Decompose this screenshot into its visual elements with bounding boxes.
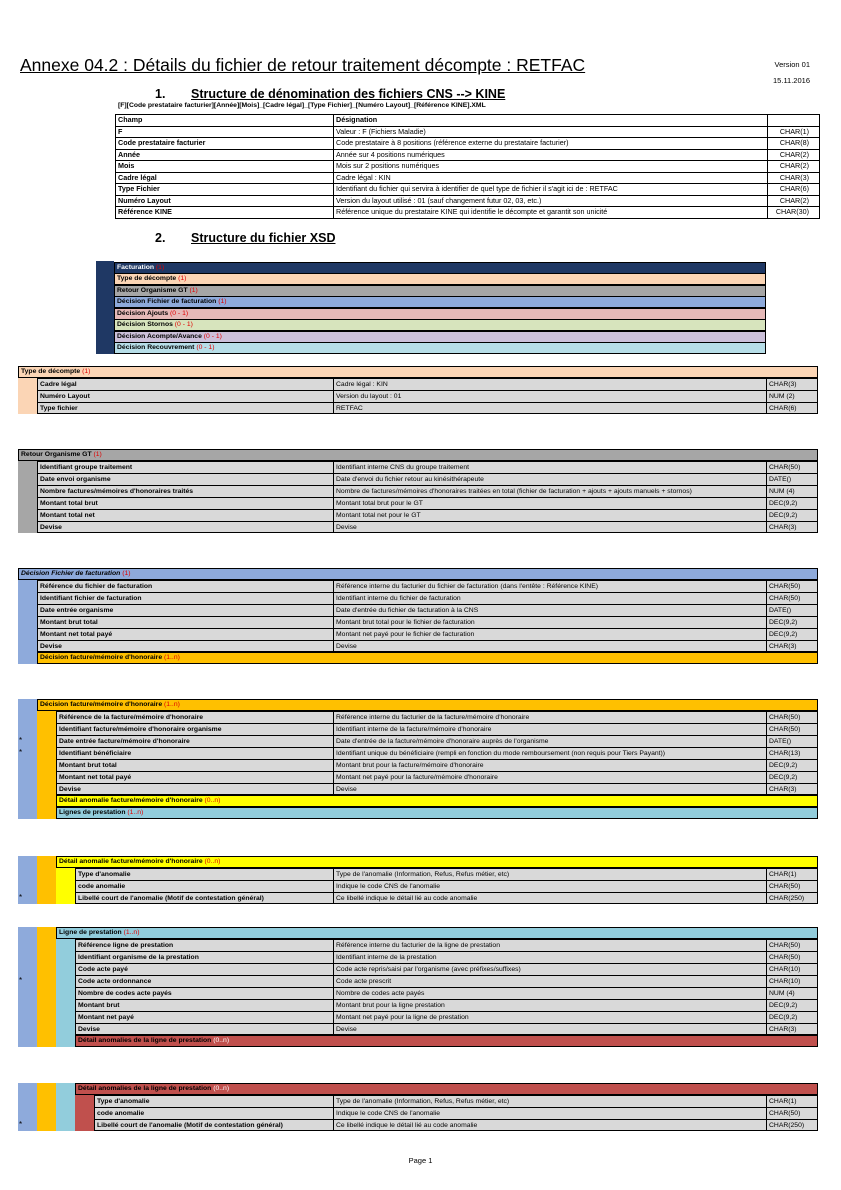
detail_anomalie_facture-field: code anomalie	[76, 881, 334, 892]
retour_gt-row	[38, 497, 817, 509]
naming-row	[116, 184, 820, 196]
overview-cardinality: (1)	[155, 264, 165, 271]
detail_anomalie_facture-header	[56, 856, 818, 868]
naming-field: Type Fichier	[116, 184, 334, 196]
decision_fichier-header	[18, 568, 818, 580]
decision_facture-row	[57, 783, 817, 795]
decision_facture-row	[57, 711, 817, 723]
decision_fichier-type: DATE()	[769, 606, 792, 614]
overview-cardinality: (1)	[218, 298, 227, 305]
detail_anomalie_facture-stripe	[37, 856, 56, 904]
ligne_prestation-row	[76, 963, 817, 975]
ligne_prestation-type: NUM (4)	[769, 989, 795, 997]
type_decompte-row	[38, 378, 817, 390]
ligne_prestation-field: Nombre de codes acte payés	[76, 988, 334, 999]
retour_gt-cardinality: (1)	[93, 451, 102, 458]
overview-label: Décision Recouvrement	[117, 344, 195, 351]
overview-row	[114, 342, 766, 354]
naming-type: CHAR(3)	[768, 172, 820, 184]
type_decompte-grid	[37, 378, 818, 414]
retour_gt-title: Retour Organisme GT	[21, 451, 92, 458]
decision_facture-field: Montant net total payé	[57, 772, 334, 783]
decision_facture-cardinality: (1..n)	[164, 701, 180, 708]
decision_fichier-field: Date entrée organisme	[38, 605, 334, 616]
overview-cardinality: (0 - 1)	[203, 333, 222, 340]
ligne_prestation-type: CHAR(10)	[769, 965, 801, 973]
ligne_prestation-type: CHAR(10)	[769, 977, 801, 985]
decision_facture-row	[57, 771, 817, 783]
decision_fichier-type: CHAR(50)	[769, 594, 801, 602]
ligne_prestation-description: Code acte prescrit	[334, 976, 767, 987]
decision_facture-child-title: Détail anomalie facture/mémoire d'honoraire	[59, 796, 203, 804]
decision_facture-grid	[56, 711, 818, 795]
naming-type: CHAR(2)	[768, 195, 820, 207]
decision_facture-field: Identifiant bénéficiaire	[57, 748, 334, 759]
ligne_prestation-field: Référence ligne de prestation	[76, 940, 334, 951]
retour_gt-description: Nombre de factures/mémoires d'honoraires traitées en total (fichier de facturation + ajouts + ajouts manuels + stornos)	[334, 486, 767, 497]
ligne_prestation-type: CHAR(50)	[769, 953, 801, 961]
overview-row	[114, 296, 766, 308]
decision_facture-type: CHAR(50)	[769, 713, 801, 721]
detail_anomalie_ligne-type: CHAR(250)	[769, 1121, 805, 1129]
section-2-number: 2.	[155, 231, 166, 245]
required-marker: *	[19, 1119, 23, 1129]
decision_facture-field: Date entrée facture/mémoire d'honoraire	[57, 736, 334, 747]
retour_gt-description: Montant total net pour le GT	[334, 510, 767, 521]
header-champ: Champ	[116, 115, 334, 127]
ligne_prestation-type: DEC(9,2)	[769, 1013, 798, 1021]
page-number: Page 1	[408, 1156, 433, 1165]
overview-label: Décision Stornos	[117, 321, 173, 328]
decision_facture-type: CHAR(3)	[769, 785, 797, 793]
type_decompte-description: Cadre légal : KIN	[334, 379, 767, 390]
ligne_prestation-field: Identifiant organisme de la prestation	[76, 952, 334, 963]
retour_gt-stripe	[18, 461, 37, 533]
naming-field: Code prestataire facturier	[116, 138, 334, 150]
naming-description: Identifiant du fichier qui servira à identifier de quel type de fichier il s'agit ici de : RETFAC	[334, 184, 768, 196]
detail_anomalie_ligne-description: Type de l'anomalie (Information, Refus, Refus métier, etc)	[334, 1096, 767, 1107]
retour_gt-description: Date d'envoi du fichier retour au kinésithérapeute	[334, 474, 767, 485]
overview-label: Facturation	[117, 264, 155, 271]
ligne_prestation-child-title: Détail anomalies de la ligne de prestation	[78, 1036, 212, 1044]
detail_anomalie_facture-type: CHAR(1)	[769, 870, 797, 878]
type_decompte-title: Type de décompte	[21, 368, 81, 375]
detail_anomalie_facture-row	[76, 868, 817, 880]
ligne_prestation-title: Ligne de prestation	[59, 929, 122, 936]
naming-type: CHAR(8)	[768, 138, 820, 150]
ligne_prestation-description: Nombre de codes acte payés	[334, 988, 767, 999]
decision_fichier-row	[38, 604, 817, 616]
decision_fichier-row	[38, 628, 817, 640]
type_decompte-type: CHAR(6)	[769, 404, 797, 412]
detail_anomalie_ligne-stripe	[75, 1095, 94, 1131]
ligne_prestation-description: Montant net payé pour la ligne de prestation	[334, 1012, 767, 1023]
overview-cardinality: (0 - 1)	[170, 310, 189, 317]
ligne_prestation-row	[76, 999, 817, 1011]
retour_gt-field: Nombre factures/mémoires d'honoraires traités	[38, 486, 334, 497]
overview-label: Type de décompte	[117, 275, 177, 282]
decision_facture-row	[57, 723, 817, 735]
naming-row	[116, 172, 820, 184]
retour_gt-field: Date envoi organisme	[38, 474, 334, 485]
decision_fichier-description: Référence interne du facturier du fichier de facturation (dans l'entête : Référence KINE)	[334, 581, 767, 592]
detail_anomalie_ligne-type: CHAR(1)	[769, 1097, 797, 1105]
decision_fichier-row	[38, 580, 817, 592]
ligne_prestation-field: Code acte ordonnance	[76, 976, 334, 987]
ligne_prestation-child-row	[75, 1035, 818, 1047]
decision_facture-field: Devise	[57, 784, 334, 795]
overview-row	[114, 273, 766, 285]
decision_fichier-description: Devise	[334, 641, 767, 652]
detail_anomalie_ligne-row	[95, 1095, 817, 1107]
decision_fichier-cardinality: (1)	[122, 570, 131, 577]
decision_facture-description: Référence interne du facturier de la facture/mémoire d'honoraire	[334, 712, 767, 723]
detail_anomalie_ligne-grid	[94, 1095, 818, 1131]
decision_facture-field: Montant brut total	[57, 760, 334, 771]
naming-table-header	[116, 115, 820, 127]
retour_gt-row	[38, 485, 817, 497]
overview-row	[114, 262, 766, 274]
decision_facture-child-row	[56, 795, 818, 807]
filename-pattern: [F][Code prestataire facturier][Année][Mois]_[Cadre légal]_[Type Fichier]_[Numéro Layout]_[Référence KINE].XML	[118, 102, 486, 109]
detail_anomalie_facture-type: CHAR(250)	[769, 894, 805, 902]
ligne_prestation-grid	[75, 939, 818, 1035]
ligne_prestation-row	[76, 1023, 817, 1035]
detail_anomalie_facture-description: Indique le code CNS de l'anomalie	[334, 881, 767, 892]
decision_facture-row	[57, 747, 817, 759]
overview-row	[114, 308, 766, 320]
ligne_prestation-stripe	[37, 927, 56, 1047]
naming-field: Référence KINE	[116, 207, 334, 219]
decision_fichier-description: Montant brut total pour le fichier de facturation	[334, 617, 767, 628]
ligne_prestation-row	[76, 939, 817, 951]
detail_anomalie_ligne-field: Libellé court de l'anomalie (Motif de contestation général)	[95, 1120, 334, 1131]
detail_anomalie_facture-row	[76, 892, 817, 904]
overview-label: Décision Ajouts	[117, 310, 169, 317]
type_decompte-field: Type fichier	[38, 403, 334, 414]
retour_gt-description: Devise	[334, 522, 767, 533]
decision_facture-child-title: Lignes de prestation	[59, 808, 126, 816]
retour_gt-grid	[37, 461, 818, 533]
detail_anomalie_ligne-stripe	[37, 1083, 56, 1131]
naming-description: Mois sur 2 positions numériques	[334, 161, 768, 173]
detail_anomalie_facture-description: Type de l'anomalie (Information, Refus, Refus métier, etc)	[334, 869, 767, 880]
version-date: 15.11.2016	[773, 76, 810, 85]
naming-field: F	[116, 126, 334, 138]
decision_fichier-stripe	[18, 580, 37, 664]
overview-row	[114, 331, 766, 343]
detail_anomalie_ligne-title: Détail anomalies de la ligne de prestation	[78, 1085, 212, 1092]
naming-row	[116, 161, 820, 173]
detail_anomalie_ligne-description: Indique le code CNS de l'anomalie	[334, 1108, 767, 1119]
retour_gt-header	[18, 449, 818, 461]
type_decompte-description: RETFAC	[334, 403, 767, 414]
type_decompte-row	[38, 390, 817, 402]
decision_facture-type: DEC(9,2)	[769, 761, 798, 769]
decision_facture-child-cardinality: (1..n)	[127, 808, 144, 816]
detail_anomalie_facture-field: Libellé court de l'anomalie (Motif de contestation général)	[76, 893, 334, 904]
ligne_prestation-stripe	[56, 939, 75, 1047]
detail_anomalie_ligne-cardinality: (0..n)	[213, 1085, 230, 1092]
overview-row	[114, 285, 766, 297]
naming-field: Année	[116, 149, 334, 161]
ligne_prestation-row	[76, 951, 817, 963]
overview-label: Décision Fichier de facturation	[117, 298, 217, 305]
decision_fichier-field: Devise	[38, 641, 334, 652]
detail_anomalie_ligne-description: Ce libellé indique le détail lié au code anomalie	[334, 1120, 767, 1131]
retour_gt-type: NUM (4)	[769, 487, 795, 495]
decision_facture-stripe	[18, 699, 37, 819]
ligne_prestation-description: Montant brut pour la ligne prestation	[334, 1000, 767, 1011]
decision_facture-description: Montant brut pour la facture/mémoire d'honoraire	[334, 760, 767, 771]
decision_facture-description: Montant net payé pour la facture/mémoire d'honoraire	[334, 772, 767, 783]
naming-type: CHAR(2)	[768, 161, 820, 173]
naming-type: CHAR(2)	[768, 149, 820, 161]
naming-field: Cadre légal	[116, 172, 334, 184]
overview-cardinality: (1)	[178, 275, 187, 282]
naming-row	[116, 195, 820, 207]
naming-type: CHAR(1)	[768, 126, 820, 138]
naming-description: Version du layout utilisé : 01 (sauf changement futur 02, 03, etc.)	[334, 195, 768, 207]
decision_fichier-description: Identifiant interne du fichier de facturation	[334, 593, 767, 604]
decision_facture-stripe	[37, 711, 56, 819]
retour_gt-type: DEC(9,2)	[769, 499, 798, 507]
naming-row	[116, 207, 820, 219]
ligne_prestation-field: Devise	[76, 1024, 334, 1035]
naming-row	[116, 126, 820, 138]
ligne_prestation-description: Référence interne du facturier de la ligne de prestation	[334, 940, 767, 951]
decision_fichier-field: Montant net total payé	[38, 629, 334, 640]
naming-type: CHAR(6)	[768, 184, 820, 196]
retour_gt-row	[38, 521, 817, 533]
section-2-title: Structure du fichier XSD	[191, 231, 336, 245]
detail_anomalie_ligne-stripe	[56, 1083, 75, 1131]
decision_facture-field: Identifiant facture/mémoire d'honoraire organisme	[57, 724, 334, 735]
decision_fichier-description: Montant net payé pour le fichier de facturation	[334, 629, 767, 640]
retour_gt-type: DATE()	[769, 475, 792, 483]
decision_facture-type: CHAR(13)	[769, 749, 801, 757]
naming-description: Année sur 4 positions numériques	[334, 149, 768, 161]
type_decompte-cardinality: (1)	[82, 368, 91, 375]
section-1-heading	[155, 87, 505, 101]
retour_gt-row	[38, 461, 817, 473]
decision_fichier-type: CHAR(50)	[769, 582, 801, 590]
decision_facture-description: Identifiant unique du bénéficiaire (rempli en fonction du mode remboursement (non requis pour Tiers Payant))	[334, 748, 767, 759]
ligne_prestation-description: Code acte repris/saisi par l'organisme (avec préfixes/suffixes)	[334, 964, 767, 975]
ligne_prestation-type: CHAR(3)	[769, 1025, 797, 1033]
type_decompte-stripe	[18, 378, 37, 414]
retour_gt-row	[38, 473, 817, 485]
detail_anomalie_ligne-field: Type d'anomalie	[95, 1096, 334, 1107]
detail_anomalie_facture-title: Détail anomalie facture/mémoire d'honoraire	[59, 858, 203, 865]
type_decompte-field: Cadre légal	[38, 379, 334, 390]
overview-cardinality: (1)	[189, 287, 198, 294]
ligne_prestation-row	[76, 975, 817, 987]
ligne_prestation-field: Montant brut	[76, 1000, 334, 1011]
decision_facture-title: Décision facture/mémoire d'honoraire	[40, 701, 163, 708]
ligne_prestation-stripe	[18, 927, 37, 1047]
ligne_prestation-field: Montant net payé	[76, 1012, 334, 1023]
decision_fichier-title: Décision Fichier de facturation	[21, 570, 121, 577]
detail_anomalie_facture-row	[76, 880, 817, 892]
decision_fichier-field: Identifiant fichier de facturation	[38, 593, 334, 604]
required-marker: *	[19, 735, 23, 745]
detail_anomalie_facture-description: Ce libellé indique le détail lié au code anomalie	[334, 893, 767, 904]
decision_facture-type: DEC(9,2)	[769, 773, 798, 781]
type_decompte-field: Numéro Layout	[38, 391, 334, 402]
decision_fichier-type: DEC(9,2)	[769, 630, 798, 638]
detail_anomalie_facture-stripe	[56, 868, 75, 904]
retour_gt-type: CHAR(3)	[769, 523, 797, 531]
decision_facture-type: DATE()	[769, 737, 792, 745]
detail_anomalie_ligne-field: code anomalie	[95, 1108, 334, 1119]
type_decompte-description: Version du layout : 01	[334, 391, 767, 402]
ligne_prestation-cardinality: (1..n)	[123, 929, 140, 936]
decision_facture-description: Date d'entrée de la facture/mémoire d'honoraire auprès de l'organisme	[334, 736, 767, 747]
version-label: Version 01	[774, 60, 810, 69]
retour_gt-description: Identifiant interne CNS du groupe traitement	[334, 462, 767, 473]
overview-cardinality: (0 - 1)	[174, 321, 193, 328]
retour_gt-field: Devise	[38, 522, 334, 533]
ligne_prestation-child-cardinality: (0..n)	[213, 1036, 230, 1044]
ligne_prestation-row	[76, 1011, 817, 1023]
detail_anomalie_ligne-header	[75, 1083, 818, 1095]
decision_facture-type: CHAR(50)	[769, 725, 801, 733]
naming-description: Valeur : F (Fichiers Maladie)	[334, 126, 768, 138]
page-title: Annexe 04.2 : Détails du fichier de retour traitement décompte : RETFAC	[20, 55, 586, 75]
retour_gt-row	[38, 509, 817, 521]
decision_fichier-type: DEC(9,2)	[769, 618, 798, 626]
header-type	[768, 115, 820, 127]
section-1-title: Structure de dénomination des fichiers CNS --> KINE	[191, 87, 506, 101]
type_decompte-type: CHAR(3)	[769, 380, 797, 388]
naming-type: CHAR(30)	[768, 207, 820, 219]
type_decompte-row	[38, 402, 817, 414]
ligne_prestation-type: CHAR(50)	[769, 941, 801, 949]
decision_fichier-child-cardinality: (1..n)	[164, 653, 180, 661]
naming-field: Mois	[116, 161, 334, 173]
decision_fichier-type: CHAR(3)	[769, 642, 797, 650]
decision_facture-row	[57, 735, 817, 747]
retour_gt-type: DEC(9,2)	[769, 511, 798, 519]
ligne_prestation-row	[76, 987, 817, 999]
detail_anomalie_ligne-row	[95, 1119, 817, 1131]
overview-spine	[96, 261, 114, 354]
overview-label: Décision Acompte/Avance	[117, 333, 202, 340]
decision_fichier-field: Montant brut total	[38, 617, 334, 628]
decision_fichier-row	[38, 592, 817, 604]
type_decompte-type: NUM (2)	[769, 392, 795, 400]
required-marker: *	[19, 747, 23, 757]
naming-row	[116, 149, 820, 161]
decision_facture-field: Référence de la facture/mémoire d'honoraire	[57, 712, 334, 723]
overview-row	[114, 319, 766, 331]
decision_fichier-field: Référence du fichier de facturation	[38, 581, 334, 592]
header-designation: Désignation	[334, 115, 768, 127]
naming-description: Cadre légal : KIN	[334, 172, 768, 184]
decision_fichier-grid	[37, 580, 818, 652]
ligne_prestation-field: Code acte payé	[76, 964, 334, 975]
type_decompte-header	[18, 366, 818, 378]
decision_fichier-description: Date d'entrée du fichier de facturation à la CNS	[334, 605, 767, 616]
decision_facture-header	[37, 699, 818, 711]
section-2-heading	[155, 231, 335, 245]
decision_facture-child-row	[56, 807, 818, 819]
decision_fichier-row	[38, 616, 817, 628]
naming-table	[115, 114, 820, 219]
naming-field: Numéro Layout	[116, 195, 334, 207]
naming-description: Référence unique du prestataire KINE qui identifie le décompte et garantit son unicité	[334, 207, 768, 219]
retour_gt-field: Montant total net	[38, 510, 334, 521]
detail_anomalie_facture-field: Type d'anomalie	[76, 869, 334, 880]
retour_gt-field: Identifiant groupe traitement	[38, 462, 334, 473]
required-marker: *	[19, 892, 23, 902]
section-1-number: 1.	[155, 87, 166, 101]
decision_facture-row	[57, 759, 817, 771]
decision_facture-child-cardinality: (0..n)	[204, 796, 221, 804]
retour_gt-field: Montant total brut	[38, 498, 334, 509]
required-marker: *	[19, 975, 23, 985]
decision_facture-description: Identifiant interne de la facture/mémoire d'honoraire	[334, 724, 767, 735]
ligne_prestation-description: Devise	[334, 1024, 767, 1035]
naming-description: Code prestataire à 8 positions (référence externe du prestataire facturier)	[334, 138, 768, 150]
decision_fichier-row	[38, 640, 817, 652]
detail_anomalie_facture-cardinality: (0..n)	[204, 858, 221, 865]
detail_anomalie_ligne-type: CHAR(50)	[769, 1109, 801, 1117]
detail_anomalie_facture-type: CHAR(50)	[769, 882, 801, 890]
detail_anomalie_facture-grid	[75, 868, 818, 904]
detail_anomalie_ligne-row	[95, 1107, 817, 1119]
ligne_prestation-description: Identifiant interne de la prestation	[334, 952, 767, 963]
ligne_prestation-header	[56, 927, 818, 939]
decision_fichier-child-title: Décision facture/mémoire d'honoraire	[40, 653, 163, 661]
naming-row	[116, 138, 820, 150]
ligne_prestation-type: DEC(9,2)	[769, 1001, 798, 1009]
decision_facture-description: Devise	[334, 784, 767, 795]
retour_gt-type: CHAR(50)	[769, 463, 801, 471]
retour_gt-description: Montant total brut pour le GT	[334, 498, 767, 509]
overview-cardinality: (0 - 1)	[196, 344, 215, 351]
overview-label: Retour Organisme GT	[117, 287, 188, 294]
decision_fichier-child-row	[37, 652, 818, 664]
